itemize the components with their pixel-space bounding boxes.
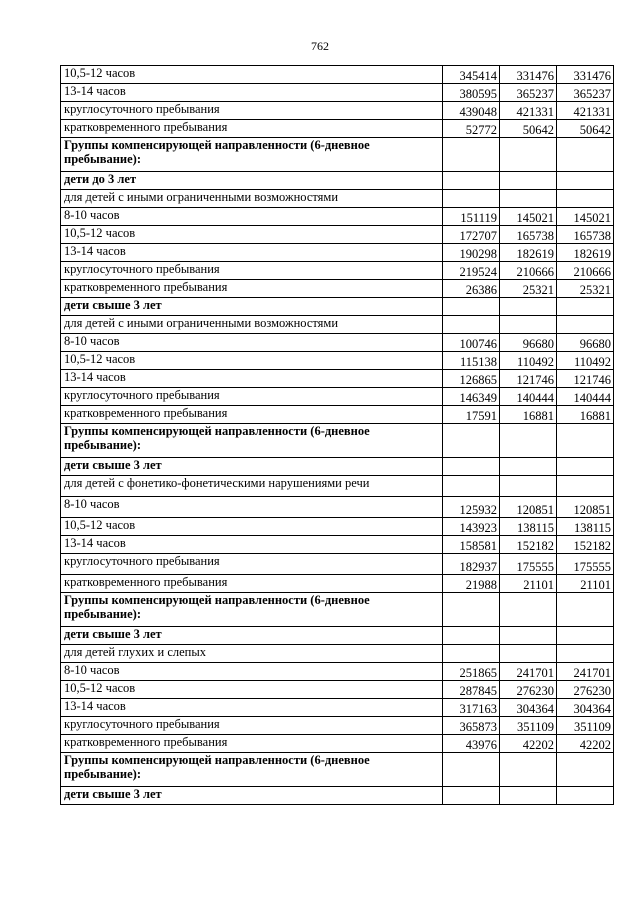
value-cell-2: 175555 [500,554,557,575]
table-row [61,735,614,753]
value-cell-2 [500,787,557,805]
value-cell-3: 16881 [557,406,614,424]
value-cell-2 [500,627,557,645]
table-row [61,262,614,280]
value-cell-3 [557,190,614,208]
value-cell-1 [443,593,500,627]
row-label: для детей глухих и слепых [61,645,443,663]
value-cell-1 [443,645,500,663]
value-cell-3: 304364 [557,699,614,717]
value-cell-3 [557,458,614,476]
table-row [61,536,614,554]
value-cell-3: 110492 [557,352,614,370]
tariff-table [60,65,614,805]
table-row [61,102,614,120]
value-cell-3 [557,298,614,316]
value-cell-2: 421331 [500,102,557,120]
value-cell-2 [500,645,557,663]
row-label: кратковременного пребывания [61,280,443,298]
value-cell-1: 380595 [443,84,500,102]
table-row [61,497,614,518]
value-cell-3 [557,172,614,190]
row-label: 8-10 часов [61,208,443,226]
row-label: круглосуточного пребывания [61,554,443,575]
row-label: 8-10 часов [61,334,443,352]
table-row [61,699,614,717]
table-row [61,717,614,735]
table-section-header-row [61,593,614,627]
table-row [61,681,614,699]
value-cell-1 [443,424,500,458]
row-label: Группы компенсирующей направленности (6-дневное пребывание): [61,138,443,172]
table-row [61,476,614,497]
value-cell-2: 140444 [500,388,557,406]
value-cell-1: 190298 [443,244,500,262]
table-row [61,244,614,262]
value-cell-2: 96680 [500,334,557,352]
value-cell-2 [500,190,557,208]
row-label: 13-14 часов [61,699,443,717]
row-label: 10,5-12 часов [61,518,443,536]
value-cell-2: 120851 [500,497,557,518]
value-cell-1: 287845 [443,681,500,699]
row-label: круглосуточного пребывания [61,388,443,406]
value-cell-2: 304364 [500,699,557,717]
value-cell-2: 145021 [500,208,557,226]
value-cell-1: 17591 [443,406,500,424]
table-row [61,316,614,334]
value-cell-2 [500,593,557,627]
value-cell-2: 138115 [500,518,557,536]
value-cell-1 [443,787,500,805]
value-cell-2: 25321 [500,280,557,298]
value-cell-2: 110492 [500,352,557,370]
row-label: 13-14 часов [61,370,443,388]
value-cell-1: 251865 [443,663,500,681]
value-cell-3: 140444 [557,388,614,406]
value-cell-1: 172707 [443,226,500,244]
value-cell-2: 241701 [500,663,557,681]
value-cell-3: 421331 [557,102,614,120]
value-cell-3: 241701 [557,663,614,681]
row-label: 10,5-12 часов [61,352,443,370]
table-section-header-row [61,298,614,316]
value-cell-1: 439048 [443,102,500,120]
value-cell-3: 145021 [557,208,614,226]
value-cell-3: 331476 [557,66,614,84]
table-section-header-row [61,458,614,476]
page-number: 762 [311,39,329,53]
value-cell-1: 146349 [443,388,500,406]
value-cell-1: 317163 [443,699,500,717]
value-cell-3 [557,753,614,787]
value-cell-1: 125932 [443,497,500,518]
table-section-header-row [61,787,614,805]
value-cell-3: 120851 [557,497,614,518]
value-cell-3 [557,476,614,497]
value-cell-3 [557,645,614,663]
value-cell-2: 42202 [500,735,557,753]
row-label: 10,5-12 часов [61,226,443,244]
table-row [61,190,614,208]
value-cell-1: 43976 [443,735,500,753]
value-cell-2: 365237 [500,84,557,102]
row-label: 8-10 часов [61,497,443,518]
value-cell-2: 331476 [500,66,557,84]
value-cell-2 [500,298,557,316]
table-row [61,575,614,593]
value-cell-3: 165738 [557,226,614,244]
row-label: дети свыше 3 лет [61,627,443,645]
value-cell-1 [443,172,500,190]
row-label: 10,5-12 часов [61,681,443,699]
table-section-header-row [61,753,614,787]
row-label: кратковременного пребывания [61,575,443,593]
value-cell-2: 351109 [500,717,557,735]
value-cell-3: 210666 [557,262,614,280]
value-cell-2 [500,753,557,787]
value-cell-1: 21988 [443,575,500,593]
table-row [61,554,614,575]
value-cell-3: 351109 [557,717,614,735]
value-cell-1: 26386 [443,280,500,298]
value-cell-3: 138115 [557,518,614,536]
value-cell-3: 365237 [557,84,614,102]
table-row [61,120,614,138]
table-section-header-row [61,138,614,172]
value-cell-1 [443,138,500,172]
row-label: 8-10 часов [61,663,443,681]
value-cell-1 [443,316,500,334]
table-row [61,370,614,388]
value-cell-3 [557,787,614,805]
value-cell-3 [557,138,614,172]
table-row [61,663,614,681]
table-row [61,280,614,298]
value-cell-1: 115138 [443,352,500,370]
value-cell-1: 126865 [443,370,500,388]
value-cell-3 [557,593,614,627]
table-row [61,388,614,406]
table-section-header-row [61,172,614,190]
value-cell-1: 158581 [443,536,500,554]
value-cell-2: 21101 [500,575,557,593]
value-cell-1 [443,298,500,316]
table-section-header-row [61,424,614,458]
value-cell-1 [443,190,500,208]
row-label: кратковременного пребывания [61,735,443,753]
row-label: 13-14 часов [61,536,443,554]
value-cell-1: 345414 [443,66,500,84]
table-section-header-row [61,627,614,645]
value-cell-3: 276230 [557,681,614,699]
table-row [61,226,614,244]
row-label: Группы компенсирующей направленности (6-дневное пребывание): [61,593,443,627]
row-label: Группы компенсирующей направленности (6-дневное пребывание): [61,424,443,458]
value-cell-2: 276230 [500,681,557,699]
row-label: для детей с фонетико-фонетическими нарушениями речи [61,476,443,497]
row-label: кратковременного пребывания [61,120,443,138]
value-cell-1: 182937 [443,554,500,575]
row-label: 13-14 часов [61,84,443,102]
value-cell-1 [443,476,500,497]
value-cell-2: 152182 [500,536,557,554]
value-cell-2 [500,172,557,190]
value-cell-2: 121746 [500,370,557,388]
value-cell-2: 16881 [500,406,557,424]
value-cell-1: 100746 [443,334,500,352]
value-cell-3: 96680 [557,334,614,352]
row-label: дети свыше 3 лет [61,458,443,476]
row-label: кратковременного пребывания [61,406,443,424]
row-label: дети до 3 лет [61,172,443,190]
row-label: круглосуточного пребывания [61,717,443,735]
value-cell-3 [557,316,614,334]
table-row [61,334,614,352]
value-cell-2 [500,458,557,476]
value-cell-1: 151119 [443,208,500,226]
table-row [61,84,614,102]
value-cell-3: 152182 [557,536,614,554]
table-row [61,406,614,424]
value-cell-3 [557,424,614,458]
value-cell-3: 175555 [557,554,614,575]
value-cell-2: 165738 [500,226,557,244]
table-row [61,208,614,226]
row-label: для детей с иными ограниченными возможностями [61,316,443,334]
value-cell-3: 25321 [557,280,614,298]
value-cell-1 [443,753,500,787]
value-cell-3: 21101 [557,575,614,593]
value-cell-3 [557,627,614,645]
value-cell-1: 143923 [443,518,500,536]
value-cell-3: 50642 [557,120,614,138]
table-row [61,66,614,84]
row-label: дети свыше 3 лет [61,787,443,805]
row-label: круглосуточного пребывания [61,262,443,280]
row-label: для детей с иными ограниченными возможностями [61,190,443,208]
value-cell-1: 365873 [443,717,500,735]
value-cell-3: 121746 [557,370,614,388]
table-row [61,518,614,536]
table-row [61,352,614,370]
row-label: 13-14 часов [61,244,443,262]
row-label: дети свыше 3 лет [61,298,443,316]
value-cell-2 [500,138,557,172]
table-row [61,645,614,663]
value-cell-2: 210666 [500,262,557,280]
value-cell-2: 182619 [500,244,557,262]
value-cell-3: 42202 [557,735,614,753]
value-cell-3: 182619 [557,244,614,262]
row-label: 10,5-12 часов [61,66,443,84]
value-cell-2 [500,316,557,334]
value-cell-1 [443,627,500,645]
value-cell-2: 50642 [500,120,557,138]
row-label: круглосуточного пребывания [61,102,443,120]
value-cell-2 [500,424,557,458]
value-cell-1: 52772 [443,120,500,138]
row-label: Группы компенсирующей направленности (6-дневное пребывание): [61,753,443,787]
value-cell-1: 219524 [443,262,500,280]
value-cell-2 [500,476,557,497]
value-cell-1 [443,458,500,476]
